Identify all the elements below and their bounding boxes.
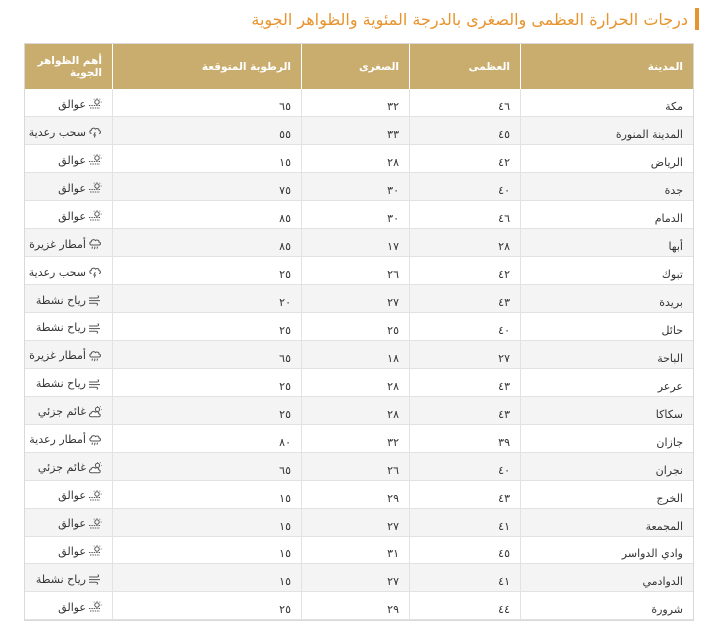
cell-city: الدوادمي: [521, 564, 694, 592]
table-row: [25, 173, 693, 201]
weather-phenomenon: [29, 266, 102, 279]
table-row: [25, 89, 693, 117]
cell-city: عرعر: [521, 368, 694, 396]
cell-humidity: ٨٠: [113, 424, 302, 452]
cell-city: تبوك: [521, 257, 694, 285]
weather-phenomenon: [36, 377, 102, 390]
table-row: [25, 396, 693, 424]
cell-city: سكاكا: [521, 396, 694, 424]
table-row: [25, 480, 693, 508]
partly-cloudy-icon: [88, 462, 102, 474]
cell-min: ٣٠: [302, 201, 410, 229]
weather-label: رياح نشطة: [35, 321, 86, 335]
cell-weather: [25, 564, 113, 592]
weather-phenomenon: [58, 517, 102, 530]
cell-humidity: ٨٥: [113, 201, 302, 229]
wind-icon: [88, 378, 102, 390]
cell-max: ٤٦: [410, 89, 521, 117]
cell-max: ٤٦: [410, 201, 521, 229]
cell-city: مكة: [521, 89, 694, 117]
cell-humidity: ١٥: [113, 508, 302, 536]
cell-min: ٢٧: [302, 564, 410, 592]
weather-table: [25, 44, 693, 620]
cell-city: حائل: [521, 313, 694, 341]
cell-min: ٢٦: [302, 257, 410, 285]
weather-label: عوالق: [58, 181, 86, 195]
cell-weather: [25, 536, 113, 564]
cell-humidity: ٧٥: [113, 173, 302, 201]
weather-phenomenon: [58, 182, 102, 195]
weather-phenomenon: [29, 238, 102, 251]
table-row: [25, 592, 693, 620]
table-row: [25, 145, 693, 173]
cell-min: ١٧: [302, 229, 410, 257]
cell-city: أبها: [521, 229, 694, 257]
wind-icon: [88, 294, 102, 306]
cell-weather: [25, 424, 113, 452]
partly-cloudy-icon: [88, 406, 102, 418]
weather-label: عوالق: [58, 517, 86, 530]
cell-city: الدمام: [521, 201, 694, 229]
cell-weather: [25, 313, 113, 341]
cell-humidity: ٦٥: [113, 340, 302, 368]
table-row: [25, 313, 693, 341]
weather-phenomenon: [58, 98, 102, 111]
table-row: [25, 340, 693, 368]
weather-label: رياح نشطة: [35, 572, 86, 586]
cell-city: المدينة المنورة: [521, 117, 694, 145]
wind-icon: [88, 322, 102, 334]
cell-city: شرورة: [521, 592, 694, 620]
cell-max: ٤٠: [410, 452, 521, 480]
weather-phenomenon: [58, 489, 102, 502]
weather-phenomenon: [58, 601, 102, 614]
cell-max: ٤٥: [410, 117, 521, 145]
cell-max: ٤١: [410, 508, 521, 536]
table-row: [25, 368, 693, 396]
cell-min: ٣٠: [302, 173, 410, 201]
cell-humidity: ٢٥: [113, 313, 302, 341]
cell-min: ٢٨: [302, 368, 410, 396]
cell-humidity: ١٥: [113, 480, 302, 508]
cell-min: ٢٥: [302, 313, 410, 341]
weather-label: عوالق: [58, 489, 86, 503]
cell-max: ٤٢: [410, 257, 521, 285]
cell-weather: [25, 173, 113, 201]
weather-label: أمطار غزيرة: [29, 349, 86, 363]
cell-min: ٢٨: [302, 396, 410, 424]
cell-weather: [25, 145, 113, 173]
cell-weather: [25, 592, 113, 620]
cell-city: وادي الدواسر: [521, 536, 694, 564]
cell-min: ٣٢: [302, 89, 410, 117]
weather-label: غائم جزئي: [37, 405, 86, 419]
cell-humidity: ١٥: [113, 564, 302, 592]
cell-humidity: ٢٥: [113, 368, 302, 396]
sun-dust-icon: [88, 98, 102, 110]
cell-weather: [25, 201, 113, 229]
cell-max: ٤٥: [410, 536, 521, 564]
weather-phenomenon: [29, 433, 102, 446]
cell-city: بريدة: [521, 285, 694, 313]
cell-min: ١٨: [302, 340, 410, 368]
cell-weather: [25, 229, 113, 257]
weather-label: عوالق: [58, 97, 86, 111]
cell-min: ٢٩: [302, 592, 410, 620]
weather-label: عوالق: [58, 209, 86, 223]
cell-max: ٤٣: [410, 480, 521, 508]
weather-label: رياح نشطة: [35, 377, 86, 391]
cell-humidity: ٢٥: [113, 592, 302, 620]
cell-weather: [25, 480, 113, 508]
header-min: الصغرى: [302, 44, 410, 89]
cell-max: ٤٠: [410, 173, 521, 201]
cell-weather: [25, 89, 113, 117]
cell-humidity: ١٥: [113, 145, 302, 173]
cell-city: نجران: [521, 452, 694, 480]
sun-dust-icon: [88, 545, 102, 557]
cell-max: ٤٣: [410, 285, 521, 313]
rain-cloud-icon: [88, 434, 102, 446]
cell-humidity: ٥٥: [113, 117, 302, 145]
table-row: [25, 424, 693, 452]
weather-label: أمطار غزيرة: [29, 237, 86, 251]
cell-city: جازان: [521, 424, 694, 452]
table-row: [25, 117, 693, 145]
cell-weather: [25, 340, 113, 368]
weather-label: عوالق: [58, 600, 86, 614]
cell-max: ٤١: [410, 564, 521, 592]
sun-dust-icon: [88, 601, 102, 613]
weather-phenomenon: [29, 349, 102, 362]
cell-min: ٢٧: [302, 508, 410, 536]
cell-weather: [25, 257, 113, 285]
table-row: [25, 508, 693, 536]
table-row: [25, 452, 693, 480]
header-max: العظمى: [410, 44, 521, 89]
sun-dust-icon: [88, 210, 102, 222]
cell-min: ٢٨: [302, 145, 410, 173]
cell-humidity: ٢٥: [113, 257, 302, 285]
table-row: [25, 229, 693, 257]
header-weather: أهم الظواهر الجوية: [25, 44, 113, 89]
cell-max: ٢٨: [410, 229, 521, 257]
cell-min: ٢٦: [302, 452, 410, 480]
cell-city: المجمعة: [521, 508, 694, 536]
weather-label: عوالق: [58, 153, 86, 167]
page-header: [251, 8, 699, 30]
sun-dust-icon: [88, 182, 102, 194]
page-title: درجات الحرارة العظمى والصغرى بالدرجة المئوية والظواهر الجوية: [251, 9, 688, 29]
rain-cloud-icon: [88, 350, 102, 362]
weather-phenomenon: [58, 210, 102, 223]
cell-weather: [25, 452, 113, 480]
weather-phenomenon: [38, 405, 102, 418]
cell-humidity: ٦٥: [113, 89, 302, 117]
table-row: [25, 285, 693, 313]
cell-humidity: ١٥: [113, 536, 302, 564]
cell-humidity: ٢٥: [113, 396, 302, 424]
cell-max: ٢٧: [410, 340, 521, 368]
weather-phenomenon: [58, 154, 102, 167]
cell-weather: [25, 368, 113, 396]
weather-phenomenon: [36, 573, 102, 586]
weather-phenomenon: [36, 294, 102, 307]
cell-min: ٣٢: [302, 424, 410, 452]
weather-label: غائم جزئي: [37, 461, 86, 475]
rain-cloud-icon: [88, 238, 102, 250]
header-humidity: الرطوبة المتوقعة: [113, 44, 302, 89]
header-city: المدينة: [521, 44, 694, 89]
title-accent-bar: [695, 8, 699, 30]
cell-max: ٤٤: [410, 592, 521, 620]
weather-label: عوالق: [58, 544, 86, 558]
cell-weather: [25, 117, 113, 145]
sun-dust-icon: [88, 490, 102, 502]
sun-dust-icon: [88, 518, 102, 530]
cell-max: ٤٣: [410, 396, 521, 424]
table-row: [25, 564, 693, 592]
weather-phenomenon: [29, 126, 102, 139]
weather-phenomenon: [38, 461, 102, 474]
sun-dust-icon: [88, 154, 102, 166]
cell-max: ٣٩: [410, 424, 521, 452]
cell-city: الباحة: [521, 340, 694, 368]
table-body: [25, 89, 693, 620]
cell-max: ٤٢: [410, 145, 521, 173]
weather-label: سحب رعدية: [28, 125, 86, 139]
table-row: [25, 536, 693, 564]
weather-phenomenon: [58, 545, 102, 558]
cell-humidity: ٨٥: [113, 229, 302, 257]
weather-table-container: [24, 43, 694, 621]
cell-city: الرياض: [521, 145, 694, 173]
table-header-row: [25, 44, 693, 89]
cell-min: ٣٣: [302, 117, 410, 145]
table-row: [25, 257, 693, 285]
thunder-cloud-icon: [88, 266, 102, 278]
table-row: [25, 201, 693, 229]
cell-min: ٢٩: [302, 480, 410, 508]
weather-label: أمطار رعدية: [29, 433, 86, 447]
thunder-cloud-icon: [88, 126, 102, 138]
weather-phenomenon: [36, 321, 102, 334]
cell-weather: [25, 396, 113, 424]
cell-max: ٤٣: [410, 368, 521, 396]
cell-weather: [25, 508, 113, 536]
cell-city: الخرج: [521, 480, 694, 508]
cell-max: ٤٠: [410, 313, 521, 341]
cell-min: ٣١: [302, 536, 410, 564]
cell-weather: [25, 285, 113, 313]
weather-label: سحب رعدية: [28, 265, 86, 279]
wind-icon: [88, 573, 102, 585]
cell-humidity: ٢٠: [113, 285, 302, 313]
cell-min: ٢٧: [302, 285, 410, 313]
weather-label: رياح نشطة: [35, 293, 86, 307]
cell-humidity: ٦٥: [113, 452, 302, 480]
cell-city: جدة: [521, 173, 694, 201]
